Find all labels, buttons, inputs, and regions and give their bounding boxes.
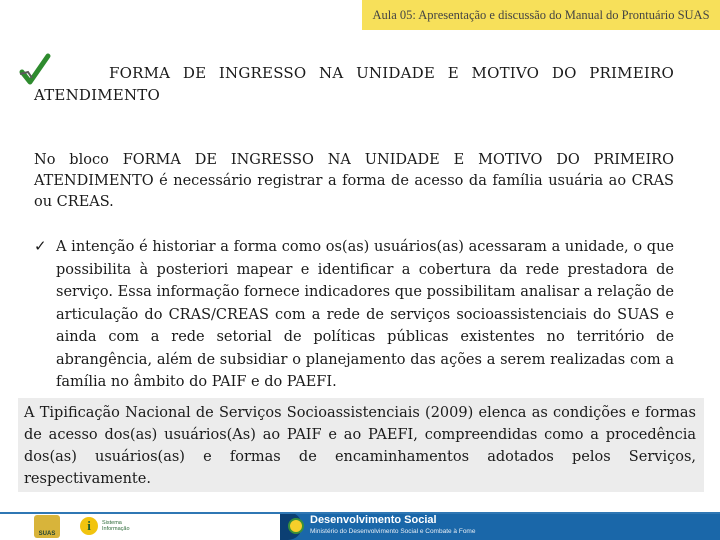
ministry-banner [280, 512, 720, 540]
checkmark-bullet-icon: ✓ [34, 237, 47, 255]
bullet-item [34, 236, 674, 394]
ministry-subtitle: Ministério do Desenvolvimento Social e Combate à Fome [310, 528, 476, 535]
highlight-text: A Tipificação Nacional de Serviços Socioassistenciais (2009) elenca as condições e formas de acesso dos(as) usuários(As) ao PAIF e ao PAEFI, compreendidas como a procedência dos(as) usuários(as) e formas de encaminhamentos adotados pelos Serviços, respectivamente. [24, 405, 696, 487]
lightbulb-icon [288, 518, 304, 534]
bullet-text: A intenção é historiar a forma como os(as) usuários(as) acessaram a unidade, o que possibilita à posteriori mapear e identificar a cobertura da rede prestadora de serviço. Essa informação fornece indicadores que possibilitam analisar a relação de articulação do CRAS/CREAS com a rede de serviços socioassistenciais do SUAS e ainda com a rede setorial de políticas públicas existentes no território de abrangência, além de subsidiar o planejamento das ações a serem realizadas com a família no âmbito do PAIF e do PAEFI. [56, 239, 674, 390]
footer-stripe [0, 512, 720, 514]
section-title: FORMA DE INGRESSO NA UNIDADE E MOTIVO DO PRIMEIRO ATENDIMENTO [34, 64, 674, 104]
info-label [102, 520, 130, 532]
highlight-box [18, 398, 704, 492]
course-header-band [362, 0, 720, 30]
course-title: Aula 05: Apresentação e discussão do Manual do Prontuário SUAS [372, 8, 710, 22]
footer-bar [0, 512, 720, 540]
footer-logos [0, 512, 280, 540]
ministry-title: Desenvolvimento Social [310, 514, 437, 526]
info-label-line1: Sistema [102, 520, 122, 526]
suas-logo-text: SUAS [38, 531, 56, 537]
intro-paragraph: No bloco FORMA DE INGRESSO NA UNIDADE E MOTIVO DO PRIMEIRO ATENDIMENTO é necessário registrar a forma de acesso da família usuária ao CRAS ou CREAS. [34, 152, 674, 210]
info-label-line2: Informação [102, 526, 130, 532]
info-icon: i [80, 517, 98, 535]
suas-logo [34, 515, 60, 538]
